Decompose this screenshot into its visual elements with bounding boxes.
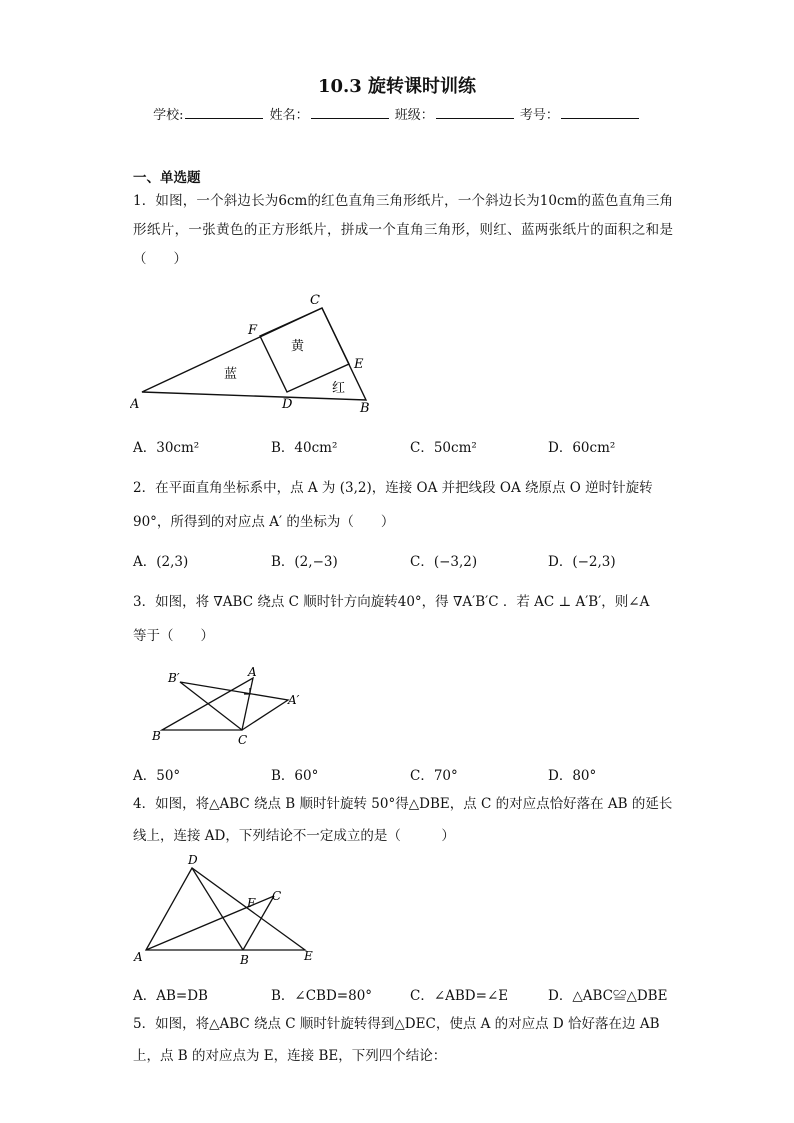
name-label: 姓名： bbox=[269, 108, 309, 123]
q4-label-A: A bbox=[134, 950, 143, 964]
q2-option-d[interactable]: D．(−2,3) bbox=[548, 554, 616, 570]
question-4-figure bbox=[130, 850, 330, 970]
question-4-line-2: 线上，连接 AD，下列结论不一定成立的是（ ） bbox=[133, 828, 455, 844]
question-3-line-1: 3．如图，将 ∇ABC 绕点 C 顺时针方向旋转40°，得 ∇A′B′C ．若 AC ⊥ A′B′，则∠A bbox=[133, 594, 650, 610]
q1-label-red: 红 bbox=[332, 381, 346, 396]
name-blank[interactable] bbox=[311, 107, 389, 119]
q4-label-C: C bbox=[272, 889, 282, 903]
school-blank[interactable] bbox=[185, 107, 263, 119]
exam-number-blank[interactable] bbox=[561, 107, 639, 119]
q3-option-a[interactable]: A．50° bbox=[133, 768, 181, 784]
q1-option-d[interactable]: D．60cm² bbox=[548, 440, 616, 456]
q3-option-b[interactable]: B．60° bbox=[271, 768, 319, 784]
q4-option-b[interactable]: B．∠CBD=80° bbox=[271, 988, 373, 1004]
question-4-options bbox=[133, 984, 693, 1006]
class-blank[interactable] bbox=[436, 107, 514, 119]
student-info-line bbox=[0, 104, 794, 123]
q3-label-C: C bbox=[238, 733, 248, 747]
q3-label-B: B bbox=[152, 729, 161, 743]
question-1-text: 1．如图，一个斜边长为6cm的红色直角三角形纸片，一个斜边长为10cm的蓝色直角三角形纸片，一张黄色的正方形纸片，拼成一个直角三角形，则红、蓝两张纸片的面积之和是（ ） bbox=[133, 193, 673, 267]
q3-option-c[interactable]: C．70° bbox=[410, 768, 458, 784]
question-5-line-1: 5．如图，将△ABC 绕点 C 顺时针旋转得到△DEC，使点 A 的对应点 D 恰好落在边 AB bbox=[133, 1016, 660, 1032]
q3-label-B-prime: B′ bbox=[168, 671, 180, 685]
q1-label-C: C bbox=[310, 293, 320, 308]
section-title: 一、单选题 bbox=[133, 170, 201, 186]
q4-label-D: D bbox=[188, 853, 198, 867]
page-title: 10.3 旋转课时训练 bbox=[317, 76, 477, 97]
q3-label-A: A bbox=[248, 665, 257, 679]
q2-option-c[interactable]: C．(−3,2) bbox=[410, 554, 478, 570]
question-2-options bbox=[133, 550, 693, 572]
q2-option-b[interactable]: B．(2,−3) bbox=[271, 554, 338, 570]
question-3-options bbox=[133, 764, 693, 786]
q4-option-a[interactable]: A．AB=DB bbox=[133, 988, 208, 1004]
q4-option-c[interactable]: C．∠ABD=∠E bbox=[410, 988, 509, 1004]
question-1-options bbox=[133, 436, 693, 458]
q1-label-A: A bbox=[130, 397, 140, 412]
question-4-line-1: 4．如图，将△ABC 绕点 B 顺时针旋转 50°得△DBE，点 C 的对应点恰好落在 AB 的延长 bbox=[133, 796, 673, 812]
q1-label-blue: 蓝 bbox=[224, 367, 238, 382]
school-label: 学校: bbox=[153, 108, 184, 123]
q4-label-F: F bbox=[247, 896, 256, 910]
q1-label-D: D bbox=[282, 397, 293, 412]
q1-label-B: B bbox=[360, 401, 370, 416]
q4-label-E: E bbox=[304, 949, 313, 963]
question-3-line-2: 等于（ ） bbox=[133, 628, 214, 644]
q4-label-B: B bbox=[240, 953, 249, 967]
q1-label-F: F bbox=[248, 323, 258, 338]
exam-number-label: 考号： bbox=[519, 108, 559, 123]
question-2-line-2: 90°，所得到的对应点 A′ 的坐标为（ ） bbox=[133, 514, 395, 530]
question-3-figure bbox=[148, 662, 308, 748]
q1-option-b[interactable]: B．40cm² bbox=[271, 440, 338, 456]
q4-option-d[interactable]: D．△ABC≌△DBE bbox=[548, 988, 668, 1004]
question-5-line-2: 上，点 B 的对应点为 E，连接 BE，下列四个结论： bbox=[133, 1048, 447, 1064]
question-1-figure bbox=[130, 288, 390, 416]
q1-option-c[interactable]: C．50cm² bbox=[410, 440, 477, 456]
q3-label-A-prime: A′ bbox=[288, 693, 300, 707]
q1-label-yellow: 黄 bbox=[291, 339, 305, 354]
q2-option-a[interactable]: A．(2,3) bbox=[133, 554, 189, 570]
q1-option-a[interactable]: A．30cm² bbox=[133, 440, 200, 456]
q1-label-E: E bbox=[354, 357, 364, 372]
class-label: 班级： bbox=[394, 108, 434, 123]
q3-option-d[interactable]: D．80° bbox=[548, 768, 597, 784]
question-2-line-1: 2．在平面直角坐标系中，点 A 为 (3,2)，连接 OA 并把线段 OA 绕原点 O 逆时针旋转 bbox=[133, 480, 653, 496]
